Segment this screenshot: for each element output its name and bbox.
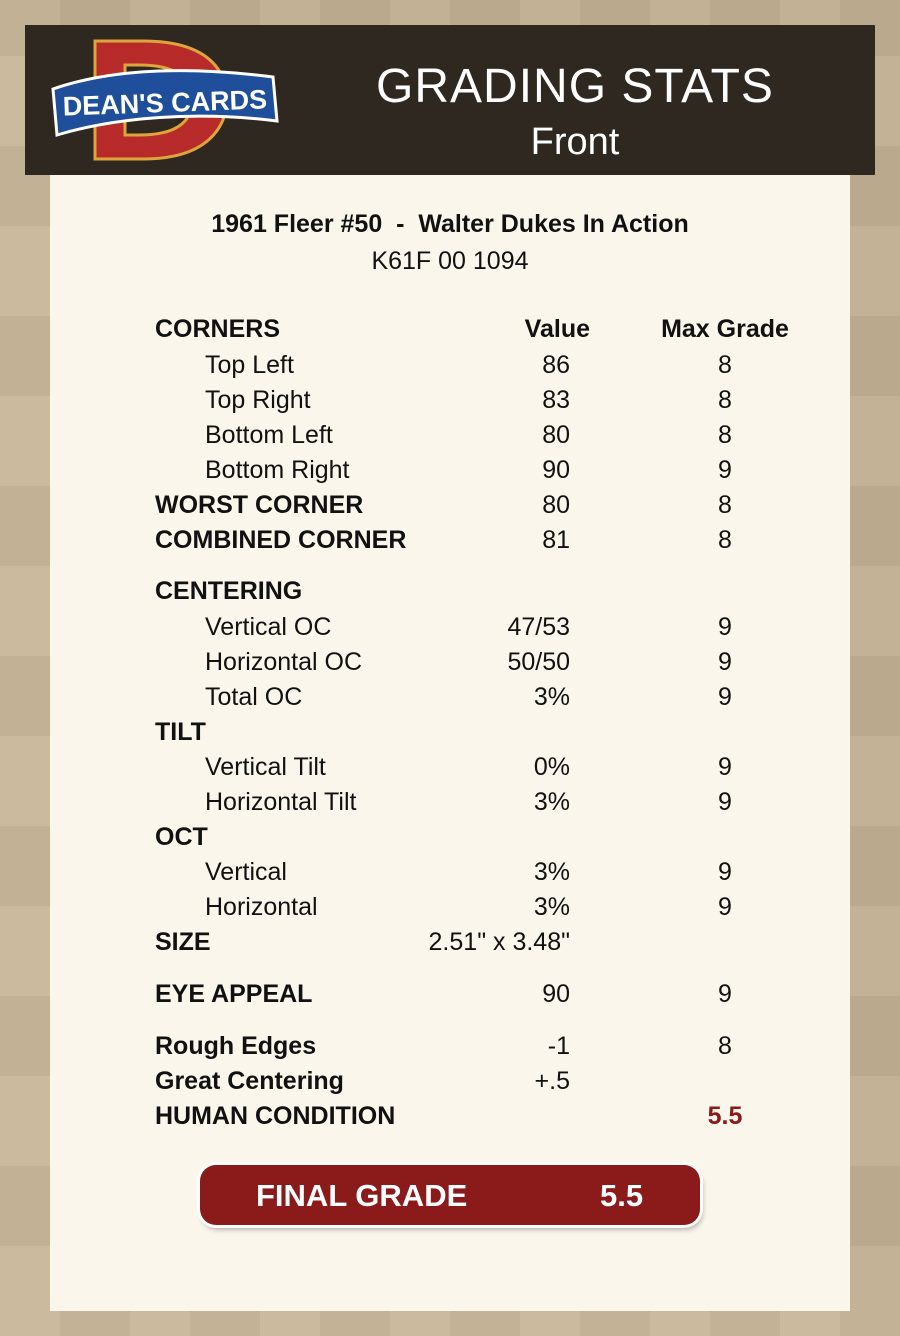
stat-label: Great Centering xyxy=(155,1067,344,1095)
stat-row-vertical-oc xyxy=(50,613,850,643)
stat-value: 2.51" x 3.48" xyxy=(428,928,570,956)
stat-row-rough-edges xyxy=(50,1032,850,1062)
stat-label: EYE APPEAL xyxy=(155,980,313,1008)
stats-header-row xyxy=(50,315,850,345)
stat-label: SIZE xyxy=(155,928,211,956)
stat-label: Rough Edges xyxy=(155,1032,317,1060)
final-grade-value: 5.5 xyxy=(600,1178,644,1213)
stat-max-grade: 8 xyxy=(718,351,732,379)
stat-value: 90 xyxy=(542,980,570,1008)
stat-value: 90 xyxy=(542,456,570,484)
stat-max-grade: 9 xyxy=(718,683,732,711)
section-row-tilt xyxy=(50,718,850,748)
stat-value: 3% xyxy=(533,858,570,886)
stat-label: COMBINED CORNER xyxy=(155,526,407,554)
stat-row-horizontal-oc xyxy=(50,648,850,678)
stat-max-grade: 8 xyxy=(718,491,732,519)
stats-panel xyxy=(50,175,850,1311)
stat-label: Vertical Tilt xyxy=(205,753,326,781)
stat-row-worst-corner xyxy=(50,491,850,521)
stat-label: Bottom Right xyxy=(205,456,350,484)
section-row-centering xyxy=(50,577,850,607)
stat-label: Horizontal xyxy=(205,893,318,921)
stat-label: Total OC xyxy=(205,683,303,711)
stat-row-combined-corner xyxy=(50,526,850,556)
stat-max-grade: 8 xyxy=(718,1032,732,1060)
stat-row-oct-vertical xyxy=(50,858,850,888)
stat-row-great-centering xyxy=(50,1067,850,1097)
stat-max-grade: 8 xyxy=(718,421,732,449)
stat-label: Horizontal Tilt xyxy=(205,788,357,816)
stat-label: Bottom Left xyxy=(205,421,333,449)
stat-label: WORST CORNER xyxy=(155,491,364,519)
stat-max-grade: 9 xyxy=(718,858,732,886)
column-header-max-grade: Max Grade xyxy=(661,315,789,343)
stat-max-grade: 9 xyxy=(718,788,732,816)
stat-value: 81 xyxy=(542,526,570,554)
stat-label: Vertical OC xyxy=(205,613,332,641)
final-grade-badge xyxy=(200,1165,700,1225)
stat-label: Top Left xyxy=(205,351,294,379)
stat-row-total-oc xyxy=(50,683,850,713)
stat-value: 83 xyxy=(542,386,570,414)
stat-value: 47/53 xyxy=(507,613,570,641)
deans-cards-logo xyxy=(47,37,283,163)
stat-label: HUMAN CONDITION xyxy=(155,1102,396,1130)
stat-value: 3% xyxy=(533,788,570,816)
stat-value: 50/50 xyxy=(507,648,570,676)
stat-value: 3% xyxy=(533,893,570,921)
final-grade-label: FINAL GRADE xyxy=(256,1178,468,1213)
stat-value: 86 xyxy=(542,351,570,379)
stat-value: 80 xyxy=(542,421,570,449)
column-header-value: Value xyxy=(524,315,590,343)
stat-row-horizontal-tilt xyxy=(50,788,850,818)
stat-value: +.5 xyxy=(534,1067,570,1095)
stat-row-bottom-left xyxy=(50,421,850,451)
stat-value: 0% xyxy=(533,753,570,781)
stat-label: Vertical xyxy=(205,858,287,886)
stat-row-size xyxy=(50,928,850,958)
logo-text: DEAN'S CARDS xyxy=(62,84,268,122)
stat-value: -1 xyxy=(547,1032,570,1060)
section-label-corners: CORNERS xyxy=(155,315,281,343)
section-row-oct xyxy=(50,823,850,853)
stat-label: Horizontal OC xyxy=(205,648,362,676)
page-subtitle: Front xyxy=(530,121,620,163)
section-label-oct: OCT xyxy=(155,823,208,851)
stat-row-eye-appeal xyxy=(50,980,850,1010)
cert-number: K61F 00 1094 xyxy=(371,247,529,275)
stat-row-bottom-right xyxy=(50,456,850,486)
stat-max-grade: 9 xyxy=(718,753,732,781)
stat-value: 80 xyxy=(542,491,570,519)
stat-row-human-condition xyxy=(50,1102,850,1132)
section-label-centering: CENTERING xyxy=(155,577,303,605)
stat-row-vertical-tilt xyxy=(50,753,850,783)
stat-max-grade: 9 xyxy=(718,613,732,641)
stat-max-grade: 9 xyxy=(718,648,732,676)
stat-max-grade: 8 xyxy=(718,386,732,414)
human-condition-grade: 5.5 xyxy=(707,1102,743,1130)
stat-max-grade: 9 xyxy=(718,893,732,921)
stat-max-grade: 9 xyxy=(718,980,732,1008)
stat-max-grade: 9 xyxy=(718,456,732,484)
stat-value: 3% xyxy=(533,683,570,711)
section-label-tilt: TILT xyxy=(155,718,206,746)
header-bar xyxy=(25,25,875,175)
stat-row-oct-horizontal xyxy=(50,893,850,923)
stat-label: Top Right xyxy=(205,386,311,414)
stat-row-top-right xyxy=(50,386,850,416)
card-title: 1961 Fleer #50 - Walter Dukes In Action xyxy=(211,210,689,238)
stat-row-top-left xyxy=(50,351,850,381)
stat-max-grade: 8 xyxy=(718,526,732,554)
page-title: GRADING STATS xyxy=(376,60,774,113)
